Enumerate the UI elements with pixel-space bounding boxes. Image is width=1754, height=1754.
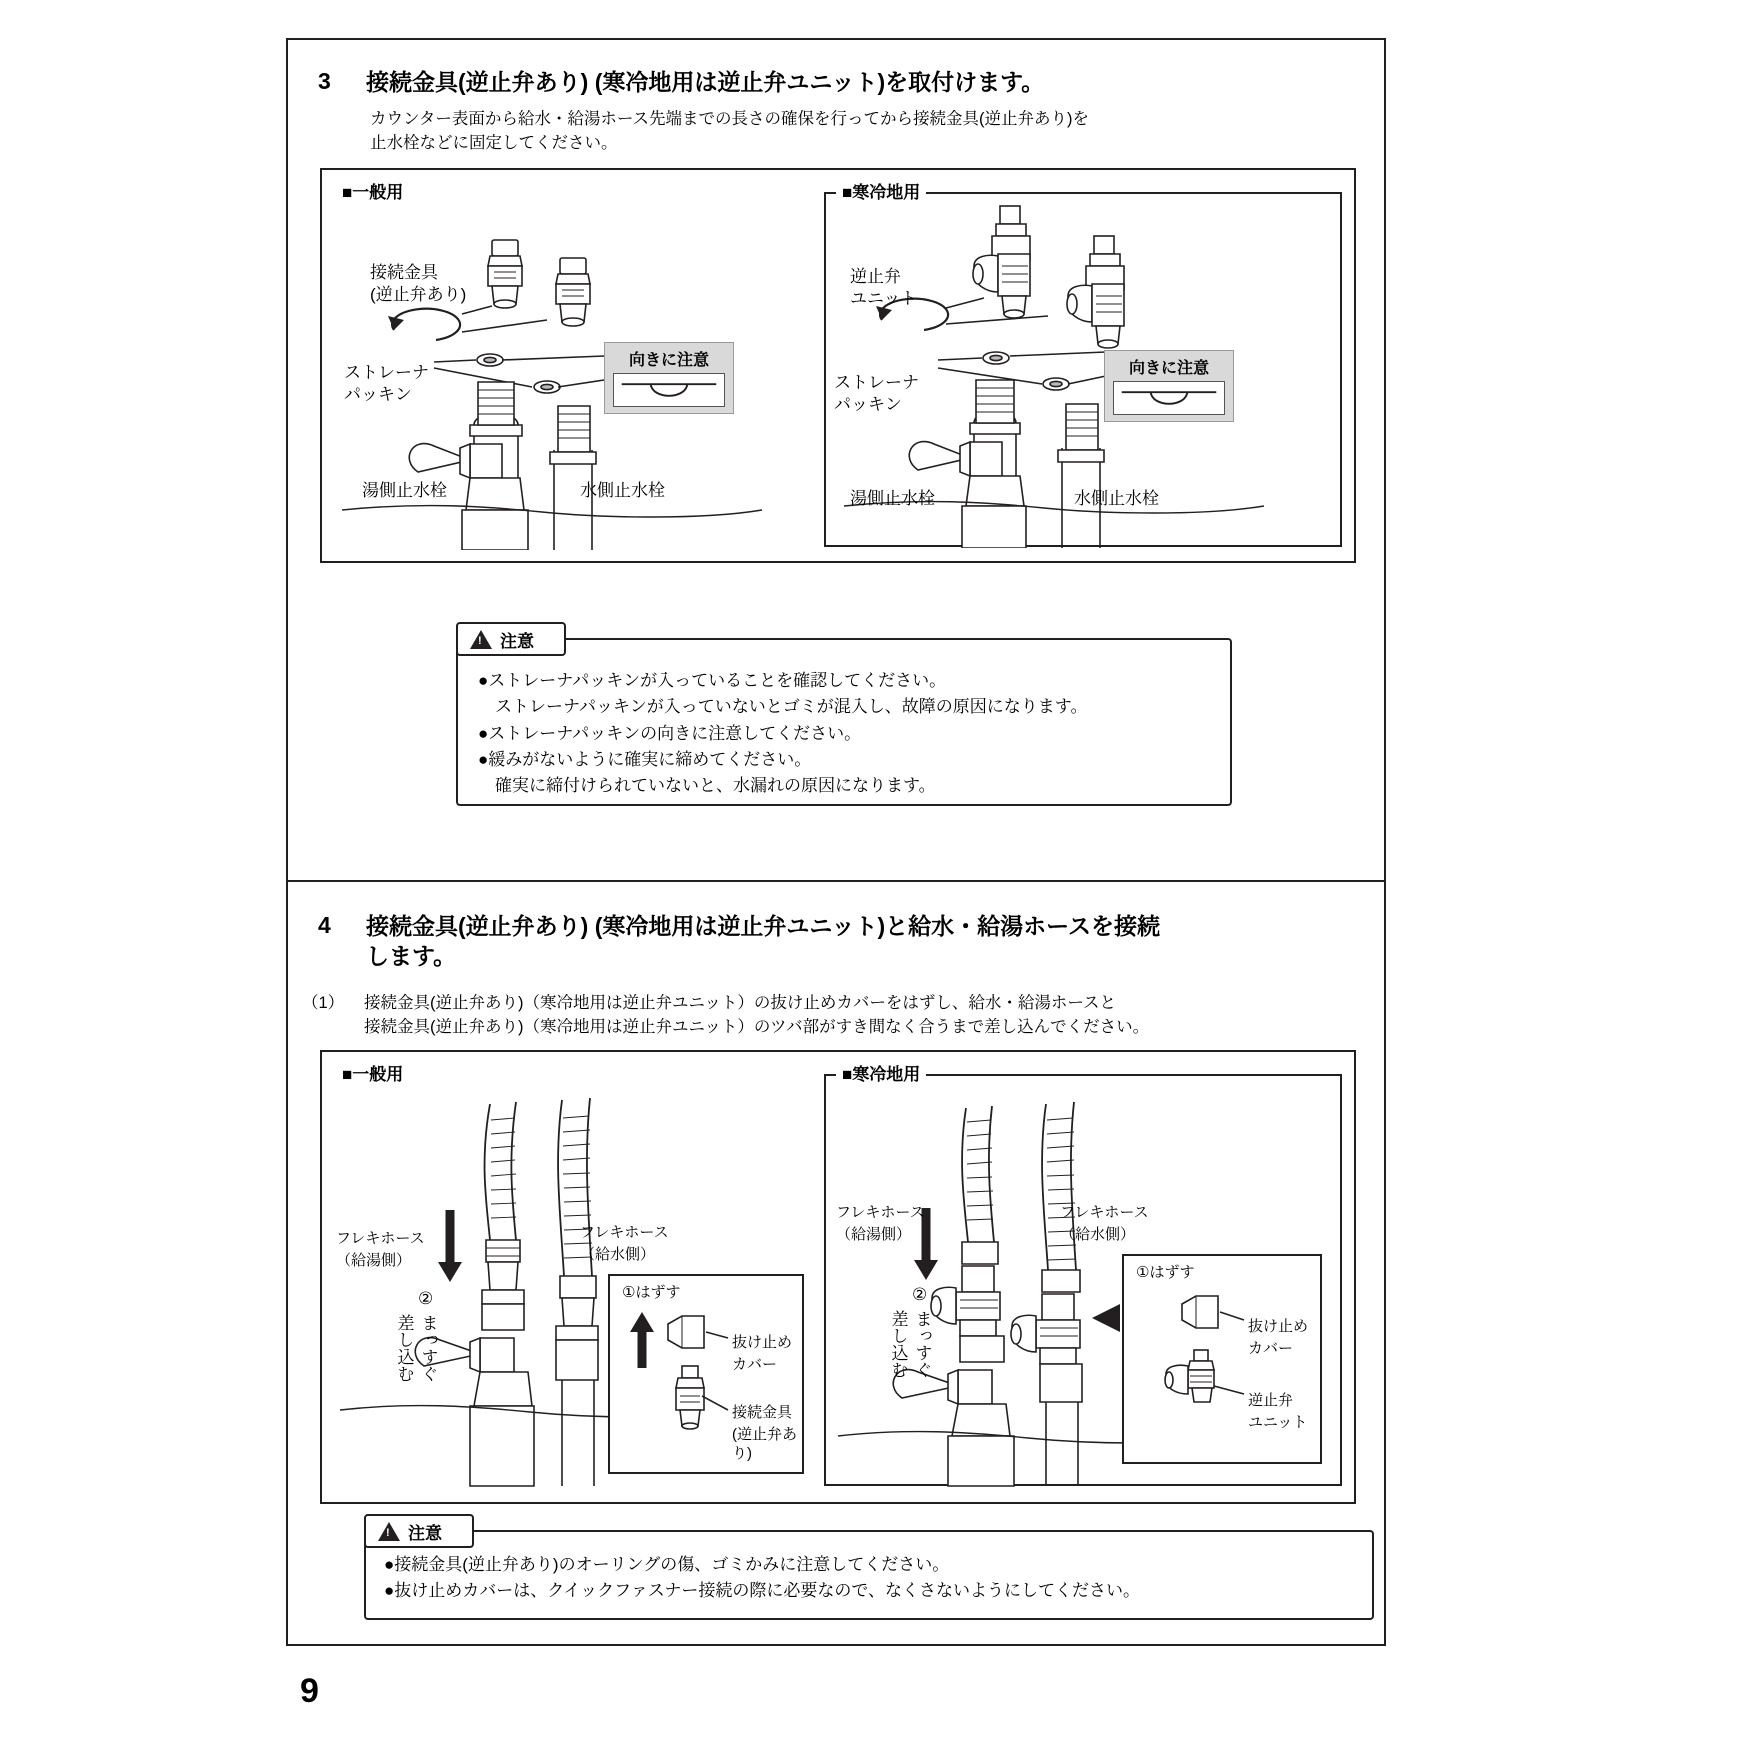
step4-cold-insert-text-1: まっすぐ xyxy=(912,1310,932,1378)
step4-item-line1: 接続金具(逆止弁あり)（寒冷地用は逆止弁ユニット）の抜け止めカバーをはずし、給水・給湯ホースと xyxy=(364,994,1117,1012)
step3-general-hot-valve-label: 湯側止水栓 xyxy=(362,481,447,500)
step4-caution-line-2: ●抜け止めカバーは、クイックファスナー接続の際に必要なので、なくさないようにしてください。 xyxy=(384,1581,1141,1601)
warning-triangle-icon xyxy=(470,630,492,649)
step4-cold-cover-label-1: 抜け止め xyxy=(1248,1318,1309,1335)
step4-general-insert-text-1: まっすぐ xyxy=(418,1314,438,1382)
packing-orientation-diagram-cold xyxy=(1113,381,1225,415)
step4-cold-detail-box xyxy=(1122,1254,1322,1464)
step4-general-cover-label-2: カバー xyxy=(732,1356,778,1373)
step3-general-caption: ■一般用 xyxy=(336,178,409,203)
step3-number: 3 xyxy=(318,68,331,94)
step4-general-hose-cold-label-1: フレキホース xyxy=(580,1224,669,1241)
step4-cold-hose-cold-label-2: （給水側） xyxy=(1060,1226,1136,1243)
step4-caution-label: 注意 xyxy=(408,1523,442,1543)
step4-general-fitting-label-2: (逆止弁あり) xyxy=(732,1426,797,1462)
step3-caution-tab xyxy=(456,622,566,656)
step3-caution-label: 注意 xyxy=(500,631,534,651)
step3-cold-cold-valve-label: 水側止水栓 xyxy=(1074,489,1159,508)
packing-orientation-diagram xyxy=(613,373,725,407)
step3-general-orientation-note xyxy=(604,342,734,414)
packing-orientation-icon-cold xyxy=(1114,382,1224,414)
step3-cold-unit-label-2: ユニット xyxy=(850,289,918,308)
step3-cold-strainer-label-1: ストレーナ xyxy=(834,373,919,392)
step4-cold-hose-hot-label-1: フレキホース xyxy=(836,1204,925,1221)
step4-number: 4 xyxy=(318,912,331,938)
step4-cold-insert-step: ② xyxy=(912,1285,928,1304)
step4-item-number: （1） xyxy=(302,994,345,1012)
step3-cold-hot-valve-label: 湯側止水栓 xyxy=(850,489,935,508)
step3-figure xyxy=(320,168,1356,563)
step3-caution-line-4: ●緩みがないように確実に締めてください。 xyxy=(478,750,812,770)
step4-cold-hose-hot-label-2: （給湯側） xyxy=(836,1226,912,1243)
step4-caution-line-1: ●接続金具(逆止弁あり)のオーリングの傷、ゴミかみに注意してください。 xyxy=(384,1555,950,1574)
step4-general-hose-cold-label-2: （給水側） xyxy=(580,1246,656,1263)
step3-cold-strainer-label-2: パッキン xyxy=(834,395,902,414)
step3-cold-caption: ■寒冷地用 xyxy=(836,178,926,203)
step4-figure xyxy=(320,1050,1356,1504)
step4-general-hose-hot-label-2: （給湯側） xyxy=(336,1252,412,1269)
step3-general-fitting-label-1: 接続金具 xyxy=(370,263,438,282)
step4-caution-tab xyxy=(364,1514,474,1548)
step4-title-line1: 接続金具(逆止弁あり) (寒冷地用は逆止弁ユニット)と給水・給湯ホースを接続 xyxy=(366,913,1160,939)
step4-cold-caption: ■寒冷地用 xyxy=(836,1060,926,1085)
step4-general-insert-text-2: 差し込む xyxy=(394,1314,414,1382)
step4-general-hose-hot-label-1: フレキホース xyxy=(336,1230,425,1247)
step4-item-line2: 接続金具(逆止弁あり)（寒冷地用は逆止弁ユニット）のツバ部がすき間なく合うまで差し込んでください。 xyxy=(364,1018,1150,1036)
step3-cold-orientation-note-text: 向きに注意 xyxy=(1128,360,1209,377)
step4-cold-detail-step: ①はずす xyxy=(1136,1264,1195,1281)
step3-caution-line-1: ●ストレーナパッキンが入っていることを確認してください。 xyxy=(478,671,947,690)
step4-cold-insert-text-2: 差し込む xyxy=(888,1310,908,1378)
warning-triangle-icon-2 xyxy=(378,1522,400,1541)
step3-caution-body xyxy=(478,668,1218,800)
step3-desc-line2: 止水栓などに固定してください。 xyxy=(370,134,618,152)
step3-general-orientation-note-text: 向きに注意 xyxy=(628,352,709,369)
step3-desc-line1: カウンター表面から給水・給湯ホース先端までの長さの確保を行ってから接続金具(逆止弁あり)を xyxy=(370,110,1090,128)
page-frame xyxy=(286,38,1386,1646)
step4-cold-hose-cold-label-1: フレキホース xyxy=(1060,1204,1149,1221)
step3-general-cold-valve-label: 水側止水栓 xyxy=(580,481,665,500)
step3-caution-line-5: 確実に締付けられていないと、水漏れの原因になります。 xyxy=(478,776,936,796)
step4-general-cover-label-1: 抜け止め xyxy=(732,1334,793,1351)
step3-cold-orientation-note xyxy=(1104,350,1234,422)
step3-general-fitting-label-2: (逆止弁あり) xyxy=(370,285,467,304)
step4-general-detail-box xyxy=(608,1274,804,1474)
step4-cold-cover-label-2: カバー xyxy=(1248,1340,1294,1357)
step4-general-fitting-label-1: 接続金具 xyxy=(732,1404,793,1421)
step3-cold-unit-label-1: 逆止弁 xyxy=(850,267,901,286)
step4-caution-body xyxy=(384,1552,1364,1605)
step3-general-strainer-label-2: パッキン xyxy=(344,385,412,404)
section-divider xyxy=(288,880,1384,882)
page-number: 9 xyxy=(300,1672,319,1710)
step4-general-detail-step: ①はずす xyxy=(622,1284,681,1301)
step4-cold-unit-label-1: 逆止弁 xyxy=(1248,1392,1294,1409)
step4-title-line2: します。 xyxy=(366,943,457,969)
step3-caution-line-2: ストレーナパッキンが入っていないとゴミが混入し、故障の原因になります。 xyxy=(478,697,1088,717)
step4-general-insert-step: ② xyxy=(418,1289,434,1308)
step4-cold-unit-label-2: ユニット xyxy=(1248,1414,1308,1431)
step3-general-strainer-label-1: ストレーナ xyxy=(344,363,429,382)
packing-orientation-icon xyxy=(614,374,724,406)
step3-caution-line-3: ●ストレーナパッキンの向きに注意してください。 xyxy=(478,723,862,743)
step3-title: 接続金具(逆止弁あり) (寒冷地用は逆止弁ユニット)を取付けます。 xyxy=(366,69,1045,95)
step4-general-caption: ■一般用 xyxy=(336,1060,409,1085)
